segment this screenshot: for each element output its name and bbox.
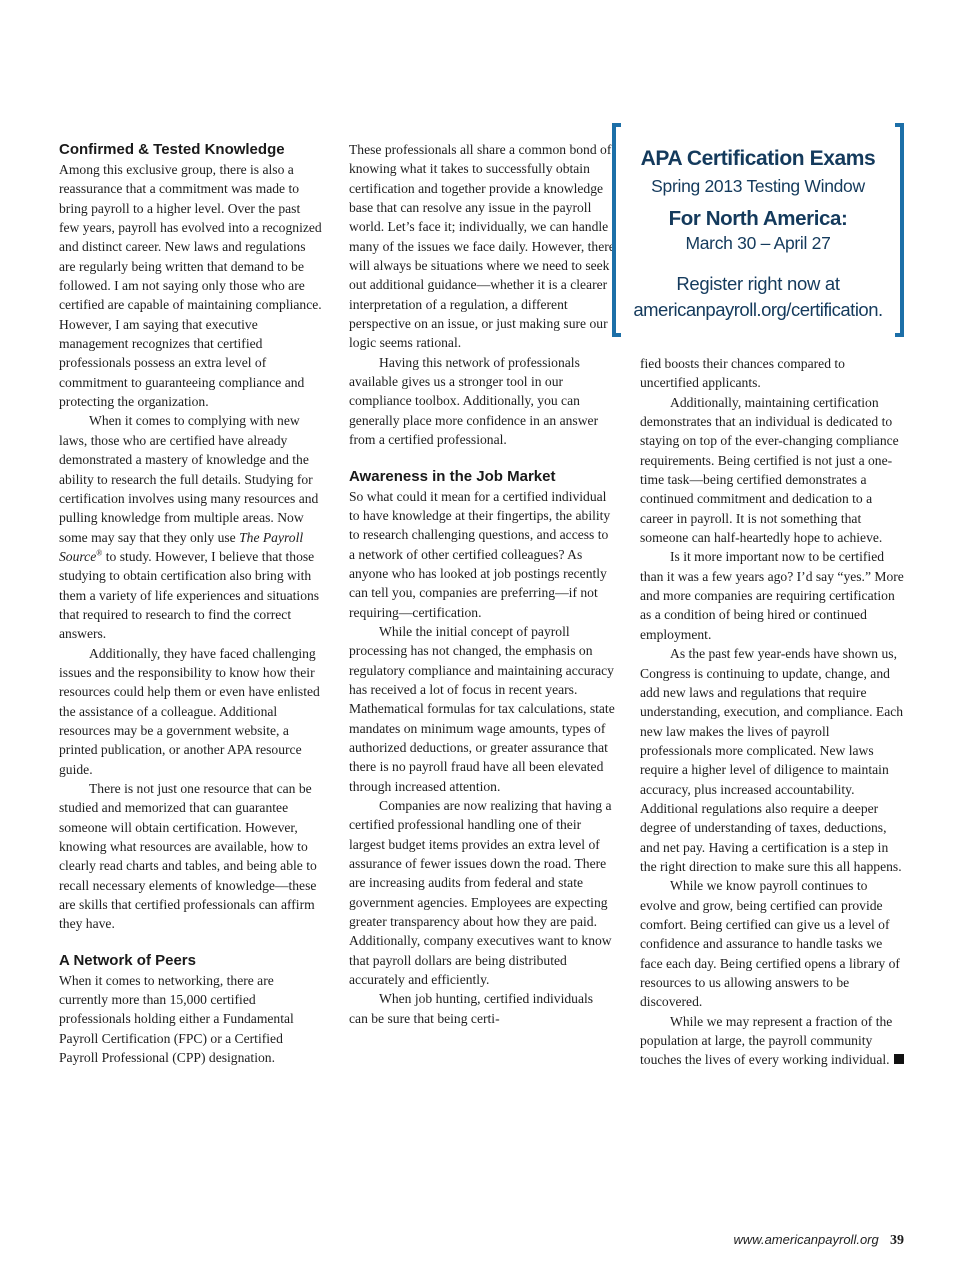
end-of-article-mark (894, 1054, 904, 1064)
text: to study. However, I believe that those studying to obtain certification also bring with them a variety of life experiences and situations that required to research to find the correct answers. (59, 548, 320, 642)
text: While we may represent a fraction of the population at large, the payroll community touches the lives of every working individual. (640, 1013, 893, 1068)
section-heading-confirmed-knowledge: Confirmed & Tested Knowledge (59, 141, 285, 158)
paragraph: Having this network of professionals available gives us a stronger tool in our compliance toolbox. Additionally, you can generally place more confidence in an answer from a certified professional. (349, 354, 599, 448)
page-footer (620, 1232, 904, 1249)
paragraph: When job hunting, certified individuals can be sure that being certi- (349, 991, 594, 1026)
text: When it comes to complying with new laws, those who are certified have already demonstrated a mastery of knowledge and the ability to research the full details. Studying for certification involves using many resources and pulling knowledge from multiple areas. Now some may say that they only use (59, 413, 319, 545)
paragraph-final (640, 1012, 904, 1070)
article-column-3 (640, 354, 904, 1070)
publication-title: The Payroll Source (59, 529, 304, 564)
paragraph: Additionally, they have faced challenging issues and the responsibility to know how their resources could help them or even have enlisted the assistance of a colleague. Additional resources may be a government website, a printed publication, or another APA resource guide. (59, 645, 320, 777)
paragraph: So what could it mean for a certified individual to have knowledge at their fingertips, the ability to research challenging questions, and access to a network of other certified colleagues? As anyone who has looked at job postings recently can tell you, companies are preferring—if not requiring—certification. (349, 488, 611, 620)
section-heading-network-of-peers: A Network of Peers (59, 951, 196, 969)
callout-register-link[interactable]: americanpayroll.org/certification. (633, 299, 883, 320)
callout-dates: March 30 – April 27 (685, 233, 831, 253)
footer-website-link[interactable]: www.americanpayroll.org (733, 1232, 879, 1247)
paragraph: Additionally, maintaining certification demonstrates that an individual is dedicated to staying on top of the ever-changing compliance requirements. Being certified is not just a one-time task—being certified demonstrates a continued commitment and dedication to a career in payroll. It is not something that someone can half-heartedly hope to achieve. (640, 394, 899, 546)
registered-mark: ® (96, 548, 103, 558)
article-column-2 (349, 140, 615, 1028)
callout-title: APA Certification Exams (640, 147, 876, 170)
paragraph: Among this exclusive group, there is also a reassurance that a commitment was made to bring payroll to a higher level. Over the past few years, payroll has evolved into a recognized and distinct career. New laws and regulations are regularly being written that demand to be followed. I am not saying only those who are certified are capable of maintaining compliance. However, I am saying that executive management recognizes that certified professionals possess an extra level of commitment to guaranteeing compliance and protecting the organization. (59, 162, 322, 410)
paragraph: fied boosts their chances compared to uncertified applicants. (640, 356, 845, 391)
paragraph: These professionals all share a common bond of knowing what it takes to successfully obtain certification and together provide a knowledge base that can resolve any issue in the payroll world. Let’s face it; individually, we can handle many of the issues we face daily. However, there will always be situations where we need to seek out additional guidance—whether it is a clearer interpretation of a regulation, a different perspective on an issue, or just making sure our logic seems rational. (349, 142, 615, 351)
certification-callout-box (612, 123, 904, 337)
paragraph: As the past few year-ends have shown us, Congress is continuing to update, change, and add new laws and regulations that require understanding, execution, and compliance. Each new law makes the lives of payroll professionals more complicated. New laws require a higher level of diligence to maintain accuracy, plus increased accountability. Additional regulations also require a deeper degree of understanding of taxes, deductions, and net pay. Having a certification is a step in the right direction to make sure this all happens. (640, 646, 904, 874)
paragraph: Is it more important now to be certified than it was a few years ago? I’d say “yes.” More and more companies are requiring certification as a condition of being hired or continued employment. (640, 549, 904, 642)
article-column-1 (59, 140, 323, 1067)
paragraph: There is not just one resource that can be studied and memorized that can guarantee someone will obtain certification. However, knowing what resources are available, how to clearly read charts and tables, and being able to recall necessary elements of knowledge—these are skills that certified professionals can affirm they have. (59, 781, 317, 932)
callout-testing-window: Spring 2013 Testing Window (651, 176, 865, 196)
paragraph: While the initial concept of payroll processing has not changed, the emphasis on regulatory compliance and maintaining accuracy has received a lot of focus in recent years. Mathematical formulas for tax calculations, state mandates on minimum wage amounts, types of authorized deductions, or greater assurance that there is no payroll fraud have all been elevated through increased attention. (349, 623, 615, 794)
paragraph: Companies are now realizing that having a certified professional handling one of their largest budget items provides an extra level of assurance of fewer issues down the road. There are increasing audits from federal and state government agencies. Employees are expecting greater transparency about how they are paid. Additionally, company executives want to know that payroll dollars are being distributed accurately and efficiently. (349, 798, 612, 988)
paragraph: While we know payroll continues to evolve and grow, being certified can provide comfort. Being certified can give us a level of confidence and assurance to handle tasks we face each day. Being certified opens a library of resources to us allowing answers to be discovered. (640, 878, 900, 1010)
callout-region: For North America: (668, 207, 848, 230)
page-number: 39 (890, 1233, 904, 1248)
section-heading-job-market: Awareness in the Job Market (349, 467, 556, 485)
paragraph-payroll-source (59, 411, 323, 643)
callout-register-text: Register right now at (676, 273, 840, 294)
paragraph: When it comes to networking, there are currently more than 15,000 certified professionals holding either a Fundamental Payroll Certification (FPC) or a Certified Payroll Professional (CPP) designation. (59, 972, 294, 1066)
